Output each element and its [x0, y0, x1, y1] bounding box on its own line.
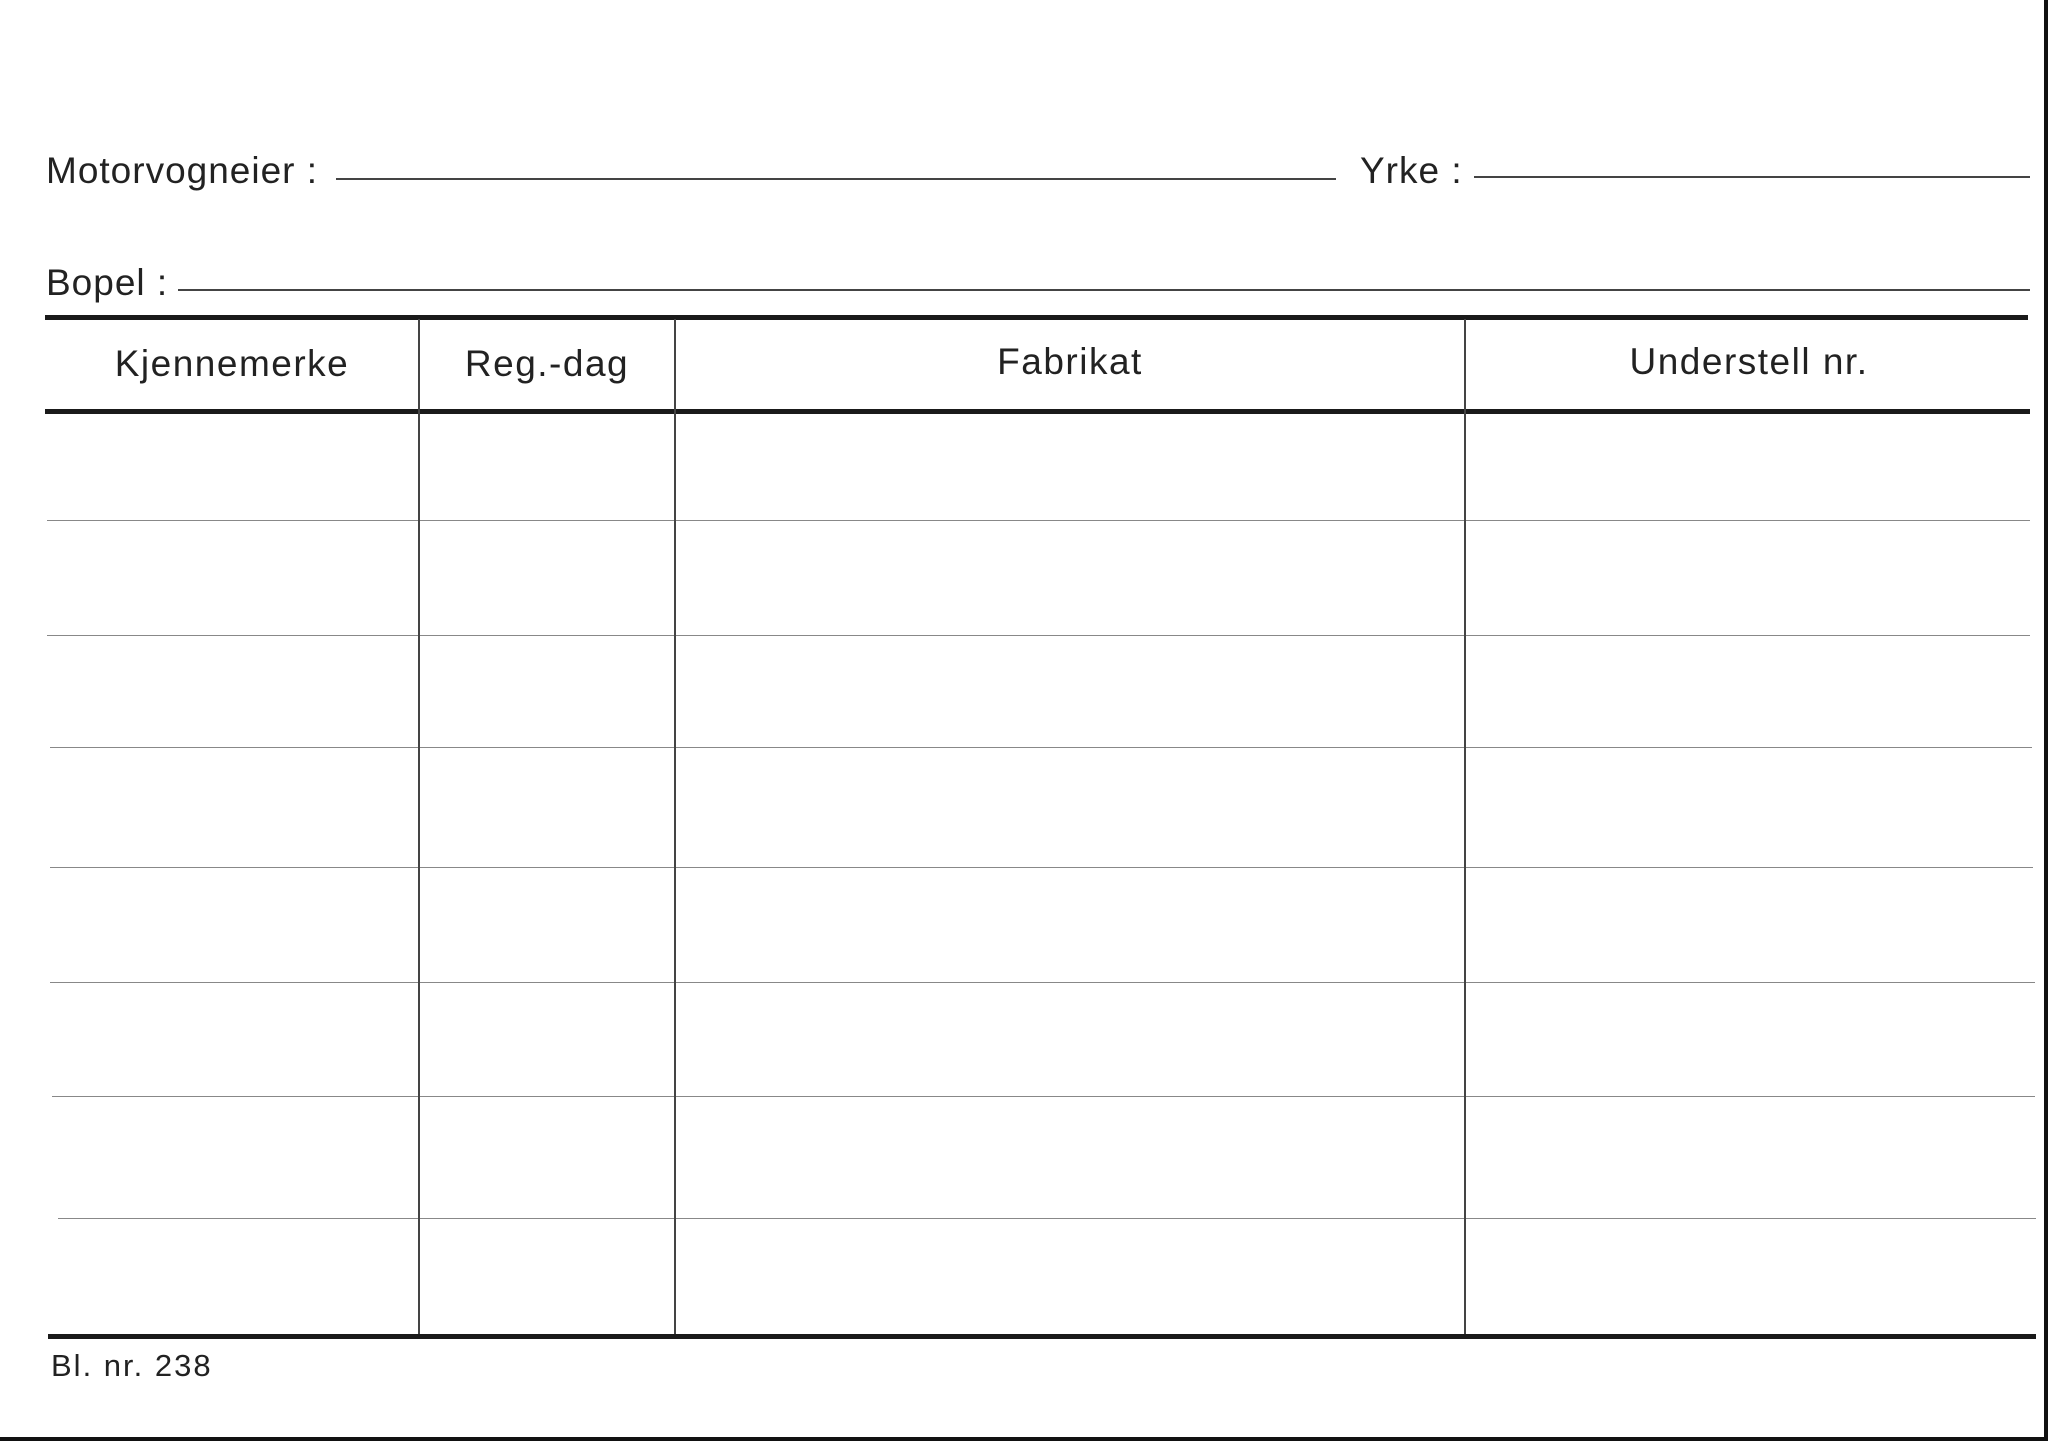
owner-field[interactable] [336, 178, 1336, 180]
row-divider [50, 982, 2035, 983]
row-divider [52, 1096, 2035, 1097]
header-bottom-rule [45, 409, 2030, 414]
occupation-label: Yrke : [1360, 150, 1463, 191]
owner-label: Motorvogneier : [46, 150, 319, 191]
column-header-chassis-number: Understell nr. [1629, 341, 1869, 382]
table-bottom-rule [48, 1334, 2036, 1339]
column-header-registration-mark: Kjennemerke [114, 343, 350, 384]
column-header-registration-date: Reg.-dag [464, 343, 630, 384]
row-divider [50, 867, 2033, 868]
form-number: Bl. nr. 238 [51, 1348, 213, 1383]
residence-field[interactable] [178, 289, 2030, 291]
row-divider [47, 520, 2030, 521]
row-divider [47, 635, 2030, 636]
residence-label: Bopel : [46, 262, 169, 303]
row-divider [50, 747, 2032, 748]
column-divider [674, 319, 676, 1334]
column-divider [418, 319, 420, 1334]
row-divider [58, 1218, 2036, 1219]
column-header-make: Fabrikat [997, 341, 1143, 382]
column-divider [1464, 319, 1466, 1334]
table-top-rule [45, 315, 2028, 320]
occupation-field[interactable] [1474, 176, 2030, 178]
